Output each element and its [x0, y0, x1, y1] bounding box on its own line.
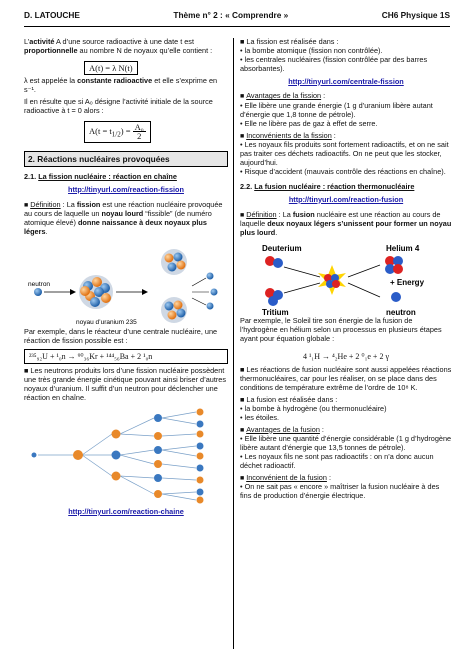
fission-advantages-heading: ■ Avantages de la fission : [240, 91, 326, 101]
list-item: • Elle ne libère pas de gaz à effet de serre. [240, 118, 378, 128]
list-item: • les centrales nucléaires (fission contrôlée par des barres absorbantes). [240, 54, 428, 73]
reactor-example-paragraph: Par exemple, dans le réacteur d’une centrale nucléaire, une réaction de fission possible est : [24, 326, 218, 345]
released-neutrons-icon [192, 272, 218, 309]
link-centrale-fission[interactable]: http://tinyurl.com/centrale-fission [288, 76, 404, 86]
fission-uses-heading: ■ La fission est réalisée dans : [240, 37, 339, 46]
left-column [24, 38, 228, 669]
fragment-nucleus-icon [161, 297, 187, 323]
list-item: • Les noyaux fils ne sont pas radioactifs : on n’a donc aucun déchet radioactif. [240, 451, 434, 470]
helium-label: Helium 4 [386, 243, 420, 253]
neutron-icon [391, 292, 401, 302]
uranium-label: noyau d’uranium 235 [76, 318, 137, 326]
half-life-formula: $A(t = t_{1/2})$ = $\frac{\text{A₀}}{2}$ [84, 121, 151, 143]
fusion-definition: ■ Définition : La fusion nucléaire est une réaction au cours de laquelle deux noyaux légers s’unissent pour former un noyau plus lourd. [240, 209, 452, 237]
fission-drawbacks-heading: ■ Inconvénients de la fission : [240, 130, 336, 140]
fusion-flash-icon [318, 265, 346, 295]
fission-equation: ²³⁵₉₂U + ¹₀n → ⁹⁰₃₆Kr + ¹⁴⁴₅₆Ba + 2 ¹₀n [24, 349, 228, 365]
fragment-nucleus-icon [161, 249, 187, 275]
activity-paragraph: L’activité A d’une source radioactive à une date t est proportionnelle au nombre N de noyaux qu’elle contient : [24, 37, 213, 55]
link-reaction-fission[interactable]: http://tinyurl.com/reaction-fission [68, 184, 184, 194]
deuterium-icon [265, 256, 283, 268]
list-item: • Elle libère une quantité d’énergie considérable (1 g d’hydrogène libère autant d’énergie que 13,5 tonnes de pétrole). [240, 434, 452, 453]
fusion-uses-heading: ■ La fusion est réalisée dans : [240, 394, 338, 404]
activity-formula: A(t) = λ N(t) [84, 61, 138, 75]
uranium-nucleus-icon [79, 275, 113, 309]
helium-icon [385, 256, 403, 274]
chain-nuclei-icon [32, 408, 204, 503]
deuterium-label: Deuterium [262, 243, 302, 253]
list-item: • Risque d’accident (mauvais contrôle des réactions en chaîne). [240, 166, 446, 176]
list-item: • Les noyaux fils produits sont fortement radioactifs, et on ne sait pas traiter ces déchets radioactifs. On ne peut que les stocker, aujourd’hui. [240, 140, 449, 167]
tritium-label: Tritium [262, 307, 289, 317]
list-item: • la bombe atomique (fission non contrôlée). [240, 45, 383, 55]
lambda-paragraph: λ est appelée la constante radioactive et elle s’exprime en s⁻¹. [24, 76, 218, 95]
list-item: • la bombe à hydrogène (ou thermonucléaire) [240, 403, 387, 413]
initial-activity-paragraph: Il en résulte que si A₀ désigne l’activité initiale de la source radioactive à t = 0 alors : [24, 96, 213, 115]
chain-reaction-illustration [24, 406, 228, 504]
fission-illustration [24, 240, 228, 328]
list-item: • les étoiles. [240, 412, 280, 422]
section-2-title: 2. Réactions nucléaires provoquées [24, 151, 228, 167]
page-header [24, 10, 450, 27]
fusion-illustration [240, 241, 452, 317]
right-column [240, 38, 452, 669]
energy-label: + Energy [390, 277, 425, 287]
neutron-label: neutron [386, 307, 416, 317]
neutron-label: neutron [28, 280, 51, 288]
thermonuclear-paragraph: ■ Les réactions de fusion nucléaire sont aussi appelées réactions thermonucléaires, car pour les réaliser, on se place dans des conditions de température extrême de l’ordre de 10⁸ K. [240, 365, 452, 393]
header-author: D. LATOUCHE [24, 10, 80, 20]
link-reaction-fusion[interactable]: http://tinyurl.com/reaction-fusion [288, 194, 404, 204]
chain-reaction-paragraph: ■ Les neutrons produits lors d’une fission nucléaire possèdent une très grande énergie cinétique pouvant ainsi briser d’autres noyaux d’uranium. Il suffit d’un neutron pour déclencher une réaction en chaîne. [24, 366, 227, 402]
fission-definition: ■ Définition : La fission est une réaction nucléaire provoquée au cours de laquelle un noyau lourd “fissible” (de numéro atomique élevé) donne naissance à deux noyaux plus légers. [24, 199, 223, 236]
list-item: • Elle libère une grande énergie (1 g d’uranium libère autant d’énergie que 1,8 tonne de pétrole). [240, 100, 433, 119]
fusion-advantages-heading: ■ Avantages de la fusion : [240, 424, 324, 434]
sun-example-paragraph: Par exemple, le Soleil tire son énergie de la fusion de l’hydrogène en hélium selon un processus en plusieurs étapes ayant pour équation globale : [240, 315, 442, 343]
column-divider [233, 38, 234, 649]
tritium-icon [265, 288, 283, 306]
fusion-equation: 4 ¹₁H → ⁴₂He + 2 ⁰₁e + 2 γ [303, 351, 389, 361]
header-theme: Thème n° 2 : « Comprendre » [173, 10, 289, 20]
header-course: CH6 Physique 1S [381, 10, 450, 20]
fusion-drawback-heading: ■ Inconvénient de la fusion : [240, 472, 331, 482]
list-item: • On ne sait pas « encore » maîtriser la fusion nucléaire à des fins de production d’énergie électrique. [240, 482, 440, 501]
neutron-icon [34, 288, 76, 296]
subsection-2-2-title: 2.2. La fusion nucléaire : réaction thermonucléaire [240, 181, 415, 191]
link-reaction-chaine[interactable]: http://tinyurl.com/reaction-chaine [68, 506, 184, 516]
subsection-2-1-title: 2.1. La fission nucléaire : réaction en chaîne [24, 171, 177, 181]
